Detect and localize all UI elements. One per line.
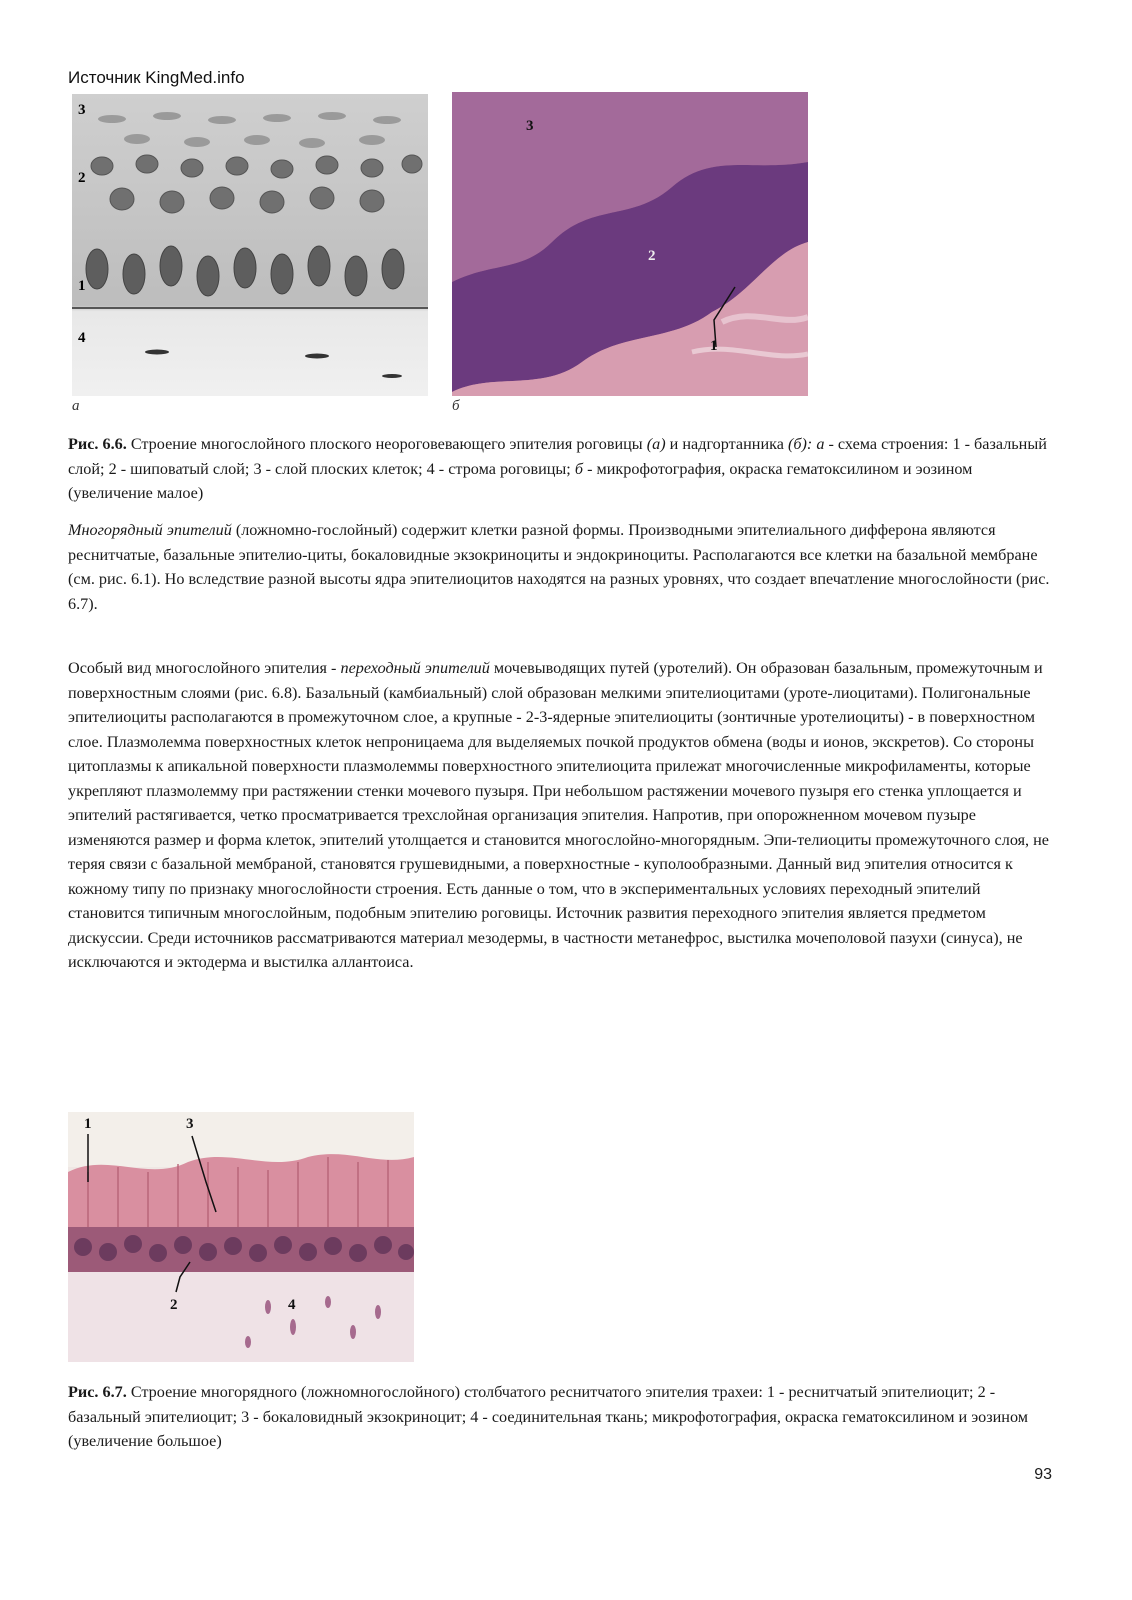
caption-66-italic-b: (б): (787, 435, 813, 453)
paragraph-1-term: Многорядный эпителий (68, 521, 232, 539)
fig66b-label-1: 1 (710, 338, 718, 354)
fig66b-label-2: 2 (648, 248, 656, 264)
paragraph-2-start: Особый вид многослойного эпителия - (68, 659, 341, 677)
fig67-label-2: 2 (170, 1297, 178, 1313)
fig67-label-3: 3 (186, 1116, 194, 1132)
fig66a-label-3: 3 (78, 102, 86, 118)
fig66-letter-a: а (72, 398, 80, 414)
paragraph-1-text: (ложномно-гослойный) содержит клетки разной формы. Производными эпителиального дифферона являются реснитчатые, базальные эпителио-циты, бокаловидные экзокриноциты и эндокриноциты. Располагаются все клетки на базальной мембране (см. рис. 6.1). Но вследствие разной высоты ядра эпителиоцитов находятся на разных уровнях, что создает впечатление многослойности (рис. 6.7). (68, 521, 1050, 613)
caption-66-part4: - микрофотография, окраска гематоксилином и эозином (увеличение малое) (68, 459, 973, 502)
caption-66-part2: и надгортанника (665, 435, 788, 453)
figure-6-6-caption (68, 432, 1058, 506)
paragraph-2-text: мочевыводящих путей (уротелий). Он образован базальным, промежуточным и поверхностным слоями (рис. 6.8). Базальный (камбиальный) слой образован мелкими эпителиоцитами (уроте-лиоцитами). Полигональные эпителиоциты располагаются в промежуточном слое, а крупные - 2-3-ядерные эпителиоциты (зонтичные уротелиоциты) - в поверхностном слое. Плазмолемма поверхностных клеток непроницаема для выделяемых почкой продуктов обмена (воды и ионов, экскретов). Со стороны цитоплазмы к апикальной поверхности плазмолеммы поверхностного эпителиоцита прилежат многочисленные микрофиламенты, которые укрепляют плазмолемму при растяжении стенки мочевого пузыря. При небольшом растяжении мочевого пузыря его стенка уплощается и эпителий растягивается, четко просматривается трехслойная организация эпителия. Напротив, при опорожненном мочевом пузыре изменяются размер и форма клеток, эпителий утолщается и становится многослойно-многорядным. Эпи-телиоциты промежуточного слоя, не теряя связи с базальной мембраной, становятся грушевидными, а поверхностные - куполообразными. Данный вид эпителия относится к кожному типу по признаку многослойности строения. Есть данные о том, что в экспериментальных условиях переходный эпителий становится типичным многослойным, подобным эпителию роговицы. Источник развития переходного эпителия является предметом дискуссии. Среди источников рассматриваются материал мезодермы, в частности метанефрос, выстилка мочеполовой пазухи (синуса), не исключаются и эктодерма и выстилка аллантоиса. (68, 659, 1049, 971)
fig67-label-1: 1 (84, 1116, 92, 1132)
caption-66-label: Рис. 6.6. (68, 435, 127, 453)
paragraph-2-term: переходный эпителий (340, 659, 490, 677)
caption-67-text: Строение многорядного (ложномногослойного) столбчатого реснитчатого эпителия трахеи: 1 - реснитчатый эпителиоцит; 2 - базальный эпителиоцит; 3 - бокаловидный экзокриноцит; 4 - соединительная ткань; микрофотография, окраска гематоксилином и эозином (увеличение большое) (68, 1383, 1028, 1450)
fig66a-label-4: 4 (78, 330, 86, 346)
caption-66-part3: - схема строения: 1 - базальный слой; 2 - шиповатый слой; 3 - слой плоских клеток; 4 - строма роговицы; (68, 435, 1047, 478)
page-number: 93 (1034, 1466, 1052, 1483)
source-header: Источник KingMed.info (68, 68, 245, 87)
caption-66-italic-a2: а (812, 435, 825, 453)
figure-6-7-micrograph (68, 1112, 414, 1362)
fig66b-label-3: 3 (526, 118, 534, 134)
caption-66-part1: Строение многослойного плоского неороговевающего эпителия роговицы (130, 435, 647, 453)
paragraph-multirow-epithelium (68, 518, 1058, 616)
caption-66-italic-a: (а) (646, 435, 666, 453)
fig66a-label-2: 2 (78, 170, 86, 186)
fig67-label-4: 4 (288, 1297, 296, 1313)
figure-6-6a-drawing (72, 94, 428, 396)
figure-6-6b-micrograph (452, 92, 808, 396)
paragraph-transitional-epithelium (68, 656, 1058, 975)
fig66a-label-1: 1 (78, 278, 86, 294)
figure-6-7-caption (68, 1380, 1058, 1454)
fig66-letter-b: б (452, 398, 460, 414)
caption-67-label: Рис. 6.7. (68, 1383, 127, 1401)
caption-66-italic-b2: б (574, 459, 584, 478)
